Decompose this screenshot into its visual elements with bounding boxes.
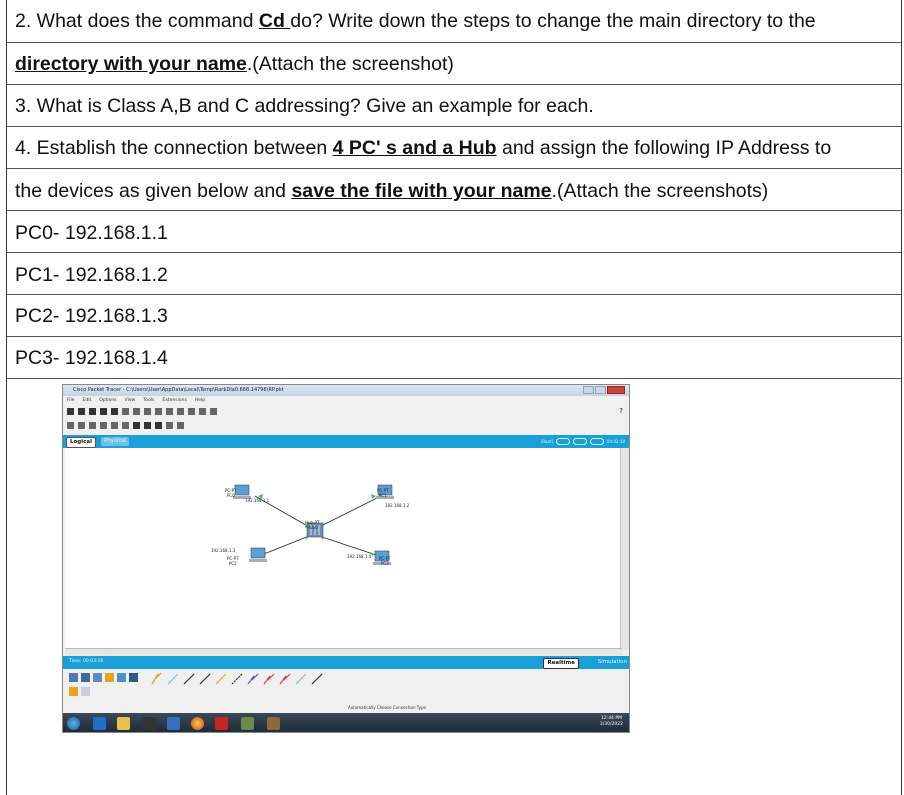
logical-workspace[interactable] (65, 448, 620, 648)
octal-cable-icon[interactable] (296, 674, 306, 684)
packet-tracer-taskbar-icon[interactable] (241, 717, 254, 730)
question-3: 3. What is Class A,B and C addressing? Give an example for each. (15, 95, 594, 117)
question-2-line-1: 2. What does the command Cd do? Write down the steps to change the main directory to the (15, 10, 816, 32)
time-label: Time: 00:03:16 (69, 659, 104, 664)
connections-category-icon[interactable] (105, 673, 114, 682)
redo-icon[interactable] (155, 408, 162, 415)
simulation-bar (63, 656, 629, 669)
activity-wizard-icon[interactable] (111, 408, 118, 415)
custom-device-icon[interactable] (210, 408, 217, 415)
pc0-ip-label: 192.168.1.1 (245, 498, 270, 503)
row-divider (7, 336, 901, 337)
menu-help[interactable]: Help (194, 398, 206, 403)
ip-item-pc1: PC1- 192.168.1.2 (15, 264, 168, 286)
root-pill[interactable] (573, 438, 587, 445)
new-file-icon[interactable] (67, 408, 74, 415)
question-4-line-1: 4. Establish the connection between 4 PC' s and a Hub and assign the following IP Address to (15, 137, 832, 159)
hub-label: Hub-PT Hub0 (305, 520, 320, 530)
row-divider (7, 42, 901, 43)
simulation-button[interactable]: Simulation (597, 659, 627, 665)
menu-tools[interactable]: Tools (143, 398, 155, 403)
start-button-icon[interactable] (67, 717, 80, 730)
chrome-icon[interactable] (191, 717, 204, 730)
phone-cable-icon[interactable] (232, 674, 242, 684)
pc3-label: PC-PT PC3 (379, 556, 391, 566)
pc2-label: PC-PT PC2 (227, 556, 239, 566)
pc0-label: PC-PT PC0 (225, 488, 237, 498)
minimize-icon[interactable] (583, 386, 594, 394)
ip-item-pc3: PC3- 192.168.1.4 (15, 347, 168, 369)
routers-category-icon[interactable] (69, 673, 78, 682)
connections-icon[interactable] (69, 687, 78, 696)
link-pc3-hub[interactable] (319, 536, 379, 556)
workspace-tabs (63, 435, 629, 448)
security-category-icon[interactable] (129, 673, 138, 682)
zoom-out-icon[interactable] (188, 408, 195, 415)
cable-types (148, 672, 348, 686)
menu-file[interactable]: File (67, 398, 75, 403)
grid-icon[interactable] (81, 687, 90, 696)
add-simple-pdu-icon[interactable] (166, 422, 173, 429)
file-explorer-icon[interactable] (117, 717, 130, 730)
root-pill[interactable] (556, 438, 570, 445)
port-up-icon (371, 494, 376, 499)
serial-dce-cable-icon[interactable] (264, 674, 274, 684)
undo-icon[interactable] (144, 408, 151, 415)
word-icon[interactable] (167, 717, 180, 730)
root-pill[interactable] (590, 438, 604, 445)
row-divider (7, 126, 901, 127)
ip-item-pc2: PC2- 192.168.1.3 (15, 305, 168, 327)
auto-cable-icon[interactable] (152, 673, 161, 684)
window-controls (583, 386, 625, 395)
acrobat-icon[interactable] (215, 717, 228, 730)
save-icon[interactable] (89, 408, 96, 415)
inspect-icon[interactable] (78, 422, 85, 429)
copy-icon[interactable] (122, 408, 129, 415)
media-player-icon[interactable] (143, 717, 156, 730)
print-icon[interactable] (100, 408, 107, 415)
row-divider (7, 168, 901, 169)
row-divider (7, 378, 901, 379)
open-file-icon[interactable] (78, 408, 85, 415)
pc1-label: PC-PT PC1 (377, 488, 389, 498)
menu-extensions[interactable]: Extensions (162, 398, 187, 403)
drawing-palette-icon[interactable] (199, 408, 206, 415)
freeform-icon[interactable] (155, 422, 162, 429)
common-tools-bar (67, 419, 184, 431)
console-cable-icon[interactable] (168, 674, 178, 684)
menu-options[interactable]: Options (99, 398, 117, 403)
paste-icon[interactable] (133, 408, 140, 415)
zoom-reset-icon[interactable] (177, 408, 184, 415)
tab-physical[interactable]: Physical (101, 437, 129, 446)
draw-line-icon[interactable] (122, 422, 129, 429)
link-pc1-hub[interactable] (317, 496, 381, 528)
row-divider (7, 210, 901, 211)
add-complex-pdu-icon[interactable] (177, 422, 184, 429)
main-toolbar (67, 405, 217, 417)
select-icon[interactable] (67, 422, 74, 429)
connection-type-label: Automatically Choose Connection Type (348, 705, 426, 710)
question-4-line-2: the devices as given below and save the file with your name.(Attach the screenshots) (15, 180, 769, 202)
packet-tracer-screenshot (62, 384, 630, 733)
device-palette (63, 669, 629, 713)
zoom-in-icon[interactable] (166, 408, 173, 415)
draw-ellipse-icon[interactable] (144, 422, 151, 429)
pc3-ip-label: 192.168.1.4 (347, 554, 372, 559)
close-icon[interactable] (607, 386, 625, 394)
hubs-category-icon[interactable] (93, 673, 102, 682)
vertical-scrollbar[interactable] (620, 448, 629, 650)
coaxial-cable-icon[interactable] (248, 674, 258, 684)
question-2-line-2: directory with your name.(Attach the screenshot) (15, 53, 454, 75)
note-icon[interactable] (111, 422, 118, 429)
menu-view[interactable]: View (124, 398, 136, 403)
cross-cable-icon[interactable] (200, 674, 210, 684)
resize-icon[interactable] (100, 422, 107, 429)
menu-edit[interactable]: Edit (82, 398, 92, 403)
draw-rectangle-icon[interactable] (133, 422, 140, 429)
realtime-button[interactable]: Realtime (543, 658, 579, 669)
fiber-cable-icon[interactable] (216, 674, 226, 684)
delete-icon[interactable] (89, 422, 96, 429)
app-taskbar-icon[interactable] (267, 717, 280, 730)
usb-cable-icon[interactable] (312, 674, 322, 684)
pc1-ip-label: 192.168.1.2 (385, 503, 410, 508)
serial-dte-cable-icon[interactable] (280, 674, 290, 684)
menu-bar (63, 396, 629, 405)
help-icon[interactable]: ? (619, 407, 623, 415)
tab-logical[interactable]: Logical (66, 437, 96, 448)
row-divider (7, 84, 901, 85)
ip-item-pc0: PC0- 192.168.1.1 (15, 222, 168, 244)
window-title: Cisco Packet Tracer - C:\Users\User\AppData\Local\Temp\Rar$DIa0.668.14796\RP.pkt (63, 385, 629, 396)
row-divider (7, 294, 901, 295)
topology-diagram (65, 448, 620, 648)
taskbar-clock[interactable]: 12:44 PM 3/30/2022 (599, 716, 623, 727)
row-divider (7, 252, 901, 253)
straight-cable-icon[interactable] (184, 674, 194, 684)
maximize-icon[interactable] (595, 386, 606, 394)
internet-explorer-icon[interactable] (93, 717, 106, 730)
windows-taskbar (63, 713, 629, 733)
pc2-ip-label: 192.168.1.3 (211, 548, 236, 553)
end-devices-category-icon[interactable] (117, 673, 126, 682)
scene-time: 04:02:38 (607, 439, 625, 444)
root-label[interactable]: [Root] (540, 439, 554, 444)
pc-icon[interactable] (249, 548, 267, 562)
switches-category-icon[interactable] (81, 673, 90, 682)
root-bar (541, 437, 625, 446)
